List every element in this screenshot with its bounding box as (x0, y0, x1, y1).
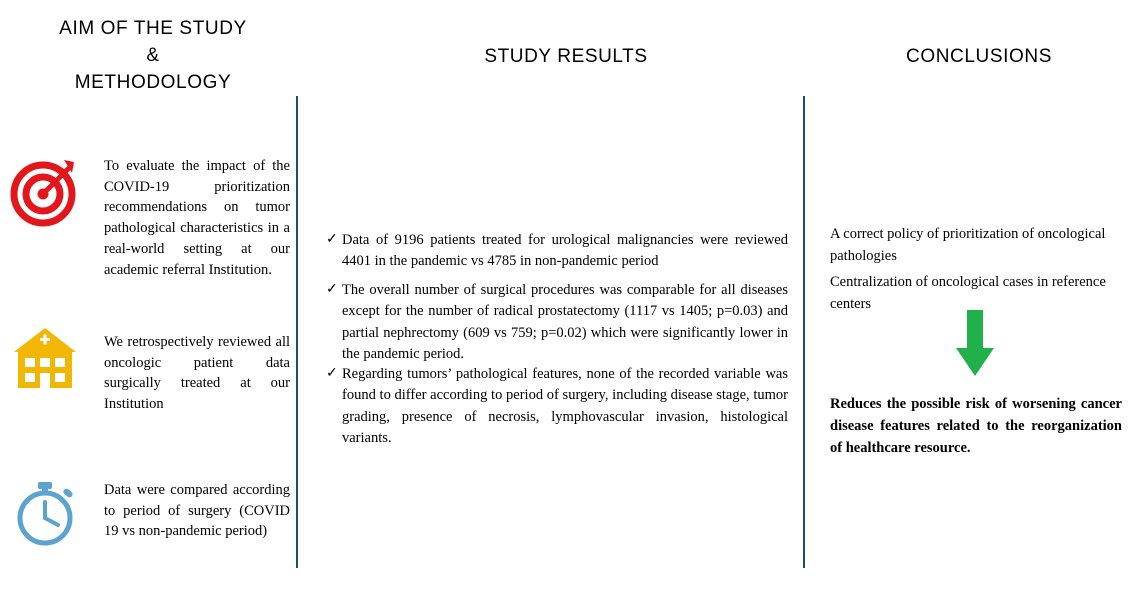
aim-item-1-text: To evaluate the impact of the COVID-19 prioritization recommendations on tumor pathological characteristics in a real-world setting at our academic referral Institution. (104, 158, 290, 278)
conclusion-point-1: A correct policy of prioritization of oncological pathologies (830, 226, 1106, 264)
conclusion-point-2: Centralization of oncological cases in reference centers (830, 274, 1106, 312)
aim-item-3-text: Data were compared according to period of surgery (COVID 19 vs non-pandemic period) (104, 482, 290, 540)
conclusion-final-statement: Reduces the possible risk of worsening cancer disease features related to the reorganization of healthcare resource. (830, 396, 1122, 457)
hospital-icon (8, 322, 82, 396)
down-arrow-icon (952, 310, 998, 378)
column-heading-aim (20, 16, 286, 97)
results-bullet-2 (326, 280, 788, 365)
check-icon: ✓ (326, 232, 338, 247)
heading-aim-line1: AIM OF THE STUDY (59, 18, 247, 39)
check-icon: ✓ (326, 282, 338, 297)
divider-left (296, 96, 298, 568)
results-bullet-1-text: Data of 9196 patients treated for urological malignancies were reviewed 4401 in the pandemic vs 4785 in non-pandemic period (342, 232, 788, 270)
column-heading-conclusions: CONCLUSIONS (906, 46, 1052, 67)
results-bullet-1 (326, 230, 788, 273)
heading-aim-line3: METHODOLOGY (74, 71, 232, 93)
heading-aim-line2: & (146, 44, 160, 66)
results-bullet-3 (326, 364, 788, 449)
target-icon (8, 154, 82, 228)
stopwatch-icon (8, 476, 82, 550)
results-bullet-3-text: Regarding tumors’ pathological features, none of the recorded variable was found to differ according to period of surgery, including disease stage, tumor grading, presence of necrosis, lymphovascular invasion, histological variants. (342, 366, 788, 446)
results-bullet-2-text: The overall number of surgical procedures was comparable for all diseases except for the number of radical prostatectomy (1117 vs 1405; p=0.03) and partial nephrectomy (609 vs 759; p=0.02) which were significantly lower in the pandemic period. (342, 282, 788, 362)
divider-right (803, 96, 805, 568)
check-icon: ✓ (326, 366, 338, 381)
aim-item-2-text: We retrospectively reviewed all oncologic patient data surgically treated at our Institution (104, 334, 290, 413)
column-heading-results: STUDY RESULTS (484, 46, 648, 67)
